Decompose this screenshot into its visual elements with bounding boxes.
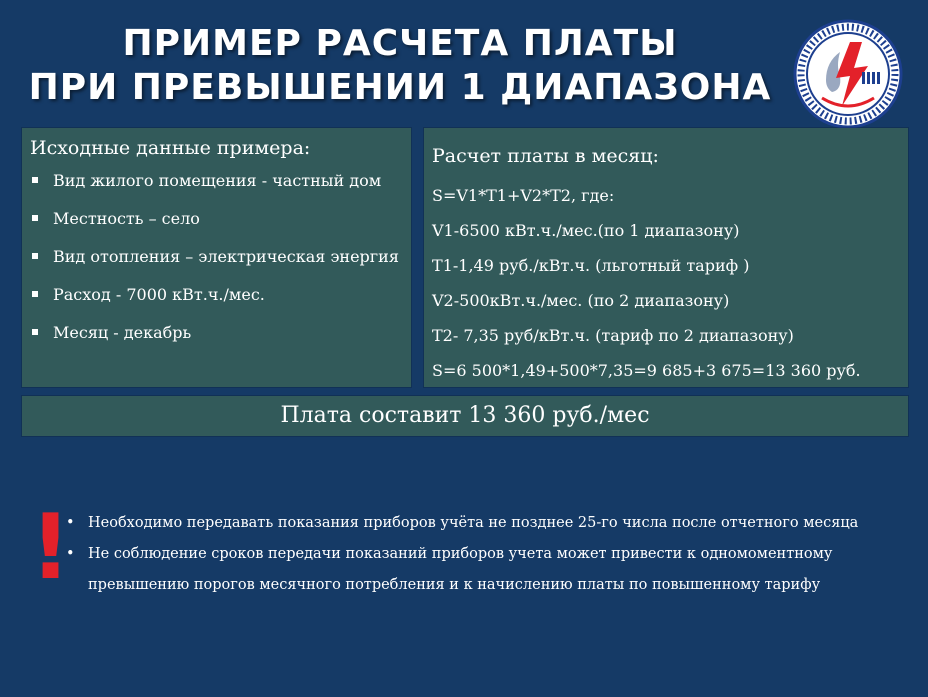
formula-line: S=V1*T1+V2*T2, где: bbox=[432, 186, 615, 205]
warning-notes bbox=[66, 508, 906, 601]
logo-emblem-icon bbox=[792, 18, 904, 130]
source-data-list bbox=[22, 168, 411, 346]
result-text: Плата составит 13 360 руб./мес bbox=[280, 403, 650, 428]
calculation-lines bbox=[432, 178, 908, 388]
title-line-2: ПРИ ПРЕВЫШЕНИИ 1 ДИАПАЗОНА bbox=[28, 67, 772, 108]
calculation-panel bbox=[424, 128, 908, 387]
list-item: Вид отопления – электрическая энергия bbox=[22, 244, 411, 270]
title-line-1: ПРИМЕР РАСЧЕТА ПЛАТЫ bbox=[122, 23, 678, 64]
formula-line: V1-6500 кВт.ч./мес.(по 1 диапазону) bbox=[432, 221, 740, 240]
source-data-panel bbox=[22, 128, 411, 387]
list-item: Месяц - декабрь bbox=[22, 320, 411, 346]
formula-line: S=6 500*1,49+500*7,35=9 685+3 675=13 360 руб. bbox=[432, 361, 861, 380]
formula-line: V2-500кВт.ч./мес. (по 2 диапазону) bbox=[432, 291, 730, 310]
page-title bbox=[0, 22, 800, 110]
list-item: • Не соблюдение сроков передачи показаний приборов учета может привести к одномоментному превышению порогов месячного потребления и к начислению платы по повышенному тарифу bbox=[66, 539, 906, 601]
list-item: Местность – село bbox=[22, 206, 411, 232]
list-item: Вид жилого помещения - частный дом bbox=[22, 168, 411, 194]
exclamation-icon: ! bbox=[30, 495, 72, 600]
list-item: Расход - 7000 кВт.ч./мес. bbox=[22, 282, 411, 308]
calculation-heading: Расчет платы в месяц: bbox=[432, 145, 659, 167]
list-item: • Необходимо передавать показания приборов учёта не позднее 25-го числа после отчетного месяца bbox=[66, 508, 906, 539]
formula-line: T2- 7,35 руб/кВт.ч. (тариф по 2 диапазону) bbox=[432, 326, 794, 345]
source-data-heading: Исходные данные примера: bbox=[30, 137, 311, 159]
result-panel bbox=[22, 396, 908, 436]
formula-line: T1-1,49 руб./кВт.ч. (льготный тариф ) bbox=[432, 256, 750, 275]
